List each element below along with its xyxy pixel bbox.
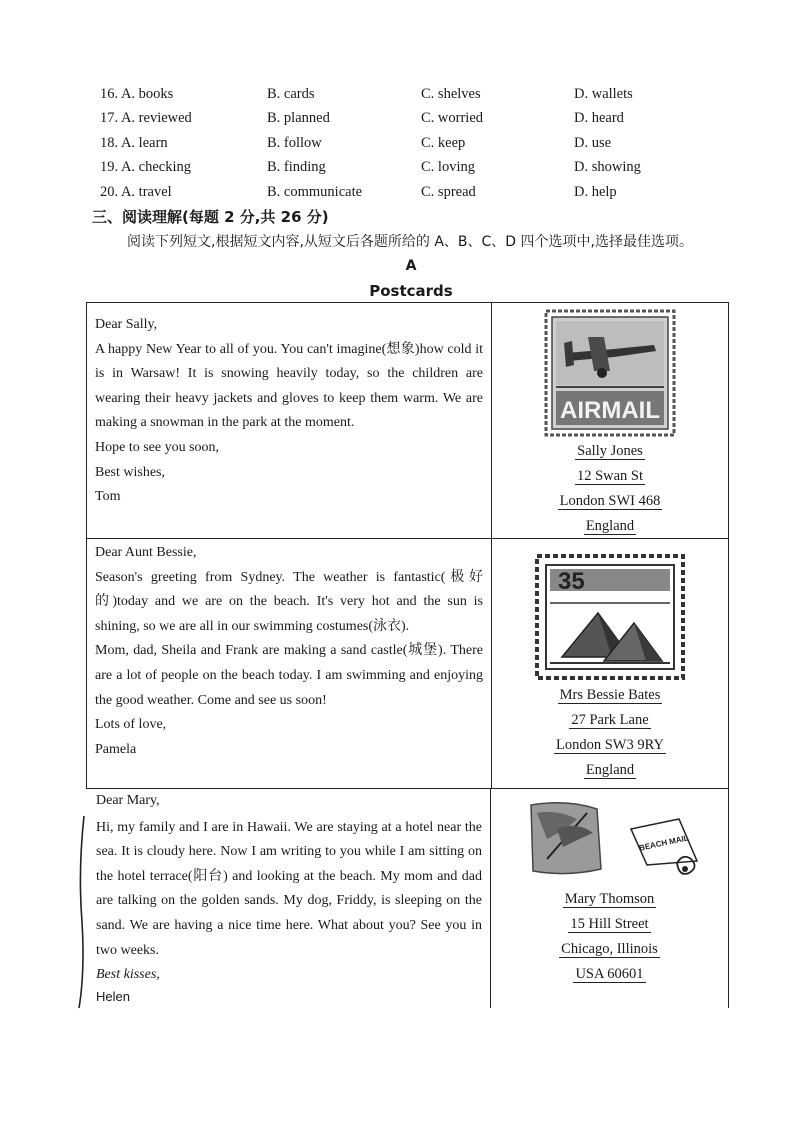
option-c: C. loving — [421, 159, 475, 176]
option-b: B. finding — [267, 159, 326, 176]
letter-greeting: Dear Aunt Bessie, — [95, 545, 197, 560]
letter-body: Hi, my family and I are in Hawaii. We are staying at a hotel near the sea. It is cloudy here. Now I am writing to you while I am sitting on the hotel terrace(阳台) and looking at the beach. My mom and dad are talking on the golden sands. My dog, Friddy, is sleeping on the sand. We are having a nice time here. What about you? See you in two weeks. — [96, 819, 482, 958]
letter-closing: Lots of love, — [95, 717, 167, 733]
option-row — [100, 156, 700, 181]
letter-body: A happy New Year to all of you. You can't imagine(想象)how cold it is in Warsaw! It is snowing heavily today, so the children are wearing their heavy jackets and gloves to keep them warm. We are making a snowman in the park at the moment. — [95, 341, 483, 431]
option-a: 19. A. checking — [100, 159, 192, 176]
address-line: Sally Jones — [577, 443, 643, 459]
passage-letter: A — [405, 258, 417, 274]
option-d: D. heard — [574, 110, 624, 127]
postcard-side — [492, 303, 728, 538]
address-block — [492, 683, 728, 783]
address-line: Mrs Bessie Bates — [559, 687, 661, 703]
postcard-row — [86, 302, 729, 538]
letter-closing: Best wishes, — [95, 464, 165, 480]
option-a: 17. A. reviewed — [100, 110, 192, 127]
option-row — [100, 131, 700, 156]
option-b: B. follow — [267, 134, 322, 151]
option-row — [100, 82, 700, 107]
postcard-side — [492, 539, 728, 788]
address-line: Chicago, Illinois — [561, 941, 658, 957]
postcard-letter — [87, 303, 492, 538]
address-line: USA 60601 — [575, 966, 644, 982]
option-b: B. cards — [267, 85, 315, 102]
address-line: London SW3 9RY — [556, 737, 664, 753]
letter-greeting: Dear Mary, — [96, 793, 160, 808]
address-line: England — [585, 518, 635, 534]
option-d: D. wallets — [574, 85, 633, 102]
option-d: D. use — [574, 134, 612, 151]
airmail-stamp — [544, 309, 676, 437]
option-a: 18. A. learn — [100, 134, 168, 151]
address-block — [491, 887, 728, 987]
address-line: 15 Hill Street — [570, 916, 649, 932]
option-a: 20. A. travel — [100, 183, 172, 200]
option-c: C. keep — [421, 134, 466, 151]
svg-text:35: 35 — [558, 568, 585, 595]
option-c: C. worried — [421, 110, 484, 127]
option-c: C. shelves — [421, 85, 481, 102]
postcard-side — [491, 789, 728, 1008]
address-block — [492, 439, 728, 539]
section-title: 三、阅读理解(每题 2 分,共 26 分) — [92, 208, 329, 226]
letter-signature: Pamela — [95, 741, 137, 757]
postcard-row — [86, 538, 729, 788]
svg-text:BEACH MAIL: BEACH MAIL — [638, 833, 690, 853]
pen-mark — [76, 812, 86, 1012]
address-line: London SWI 468 — [559, 493, 661, 509]
letter-signature: Helen — [96, 988, 130, 1004]
letter-body: Mom, dad, Sheila and Frank are making a sand castle(城堡). There are a lot of people on the beach today. I am swimming and enjoying the good weather. Come and see us soon! — [95, 643, 483, 708]
letter-closing: Hope to see you soon, — [95, 439, 220, 455]
option-row — [100, 180, 700, 205]
option-a: 16. A. books — [100, 85, 174, 102]
pyramid-stamp — [534, 553, 686, 681]
postcard-row — [86, 788, 729, 1008]
option-b: B. planned — [267, 110, 330, 127]
postcard-letter — [86, 789, 491, 1008]
svg-text:AIRMAIL: AIRMAIL — [560, 397, 660, 424]
option-d: D. help — [574, 183, 617, 200]
address-line: 27 Park Lane — [571, 712, 649, 728]
passage-title: Postcards — [369, 282, 453, 300]
letter-signature: Tom — [95, 489, 121, 505]
letter-greeting: Dear Sally, — [95, 317, 158, 332]
address-line: 12 Swan St — [576, 468, 644, 484]
address-line: England — [585, 762, 635, 778]
letter-closing: Best kisses, — [96, 967, 160, 983]
postcard-letter — [87, 539, 492, 788]
letter-body: Season's greeting from Sydney. The weather is fantastic(极好的)today and we are on the beach. It's very hot and the sun is shining, so we are all in our swimming costumes(泳衣). — [95, 569, 483, 634]
option-d: D. showing — [574, 159, 641, 176]
answer-options — [100, 82, 700, 205]
section-instruction: 阅读下列短文,根据短文内容,从短文后各题所给的 A、B、C、D 四个选项中,选择最佳选项。 — [127, 234, 693, 250]
address-line: Mary Thomson — [564, 891, 655, 907]
beach-mail-stamp — [527, 799, 707, 889]
option-row — [100, 107, 700, 132]
option-b: B. communicate — [267, 183, 363, 200]
option-c: C. spread — [421, 183, 476, 200]
